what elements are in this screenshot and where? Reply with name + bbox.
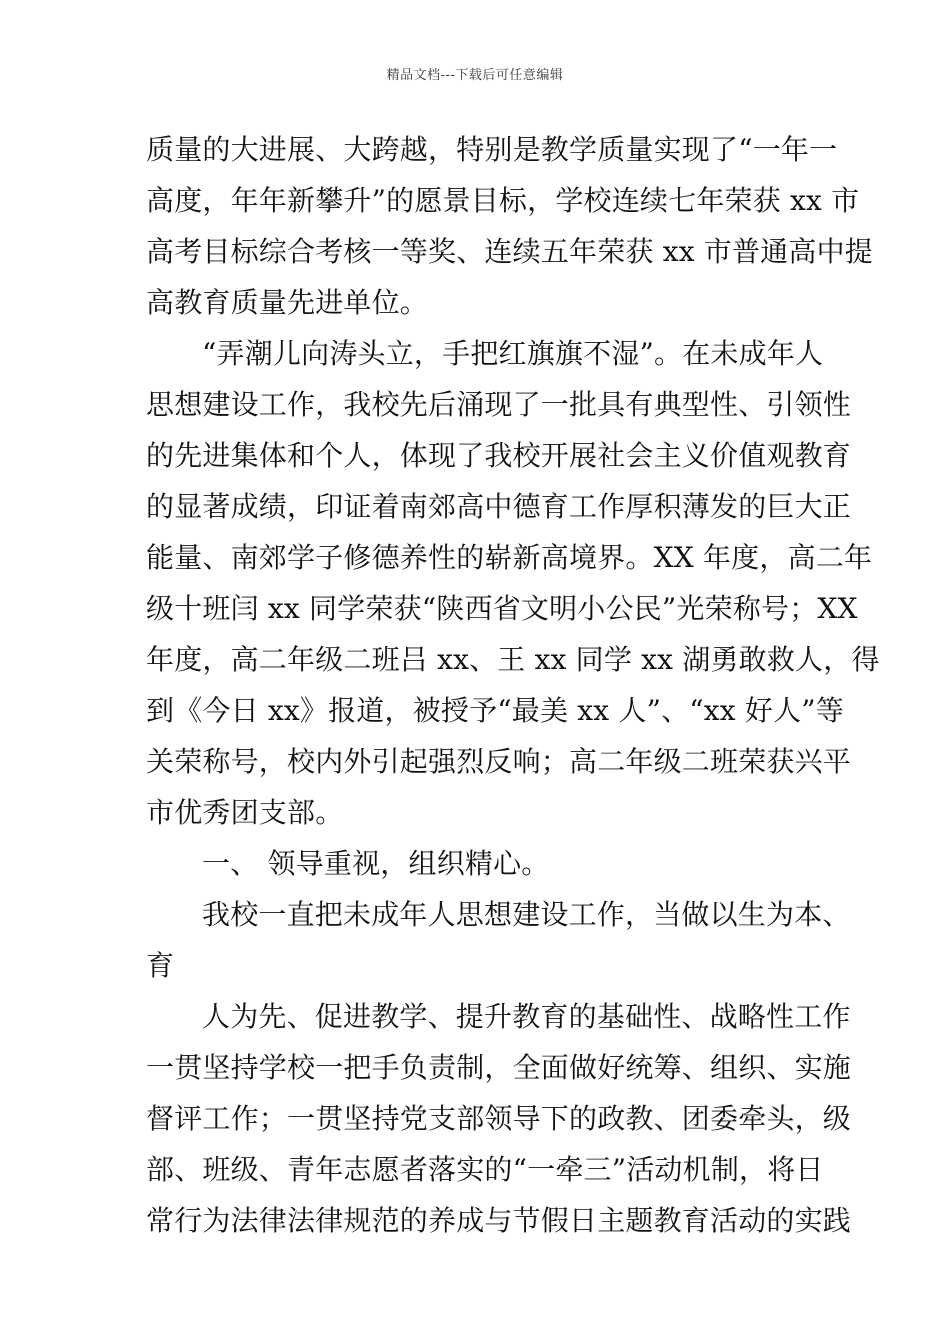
text-line: 常行为法律法律规范的养成与节假日主题教育活动的实践: [146, 1204, 852, 1237]
text-line: 高考目标综合考核一等奖、连续五年荣获 xx 市普通高中提: [146, 235, 873, 268]
text-line: 年度，高二年级二班吕 xx、王 xx 同学 xx 湖勇敢救人，得: [146, 643, 880, 676]
text-line: 能量、南郊学子修德养性的崭新高境界。XX 年度，高二年: [146, 541, 873, 574]
text-line: 督评工作；一贯坚持党支部领导下的政教、团委牵头，级: [146, 1102, 852, 1135]
text-line: 思想建设工作，我校先后涌现了一批具有典型性、引领性: [146, 388, 852, 421]
text-line: 关荣称号，校内外引起强烈反响；高二年级二班荣获兴平: [146, 745, 852, 778]
text-line: 人为先、促进教学、提升教育的基础性、战略性工作: [202, 1000, 851, 1033]
text-line: 高度，年年新攀升”的愿景目标，学校连续七年荣获 xx 市: [146, 184, 860, 217]
text-line: “弄潮儿向涛头立，手把红旗旗不湿”。在未成年人: [202, 337, 824, 370]
document-body: [146, 124, 880, 1246]
text-line: 育: [146, 949, 175, 982]
text-line: 的先进集体和个人，体现了我校开展社会主义价值观教育: [146, 439, 852, 472]
section-heading: 一、 领导重视，组织精心。: [202, 847, 550, 880]
text-line: 部、班级、青年志愿者落实的“一牵三”活动机制，将日: [146, 1153, 824, 1186]
text-line: 高教育质量先进单位。: [146, 286, 429, 319]
text-line: 级十班闫 xx 同学荣获“陕西省文明小公民”光荣称号；XX: [146, 592, 858, 625]
text-line: 我校一直把未成年人思想建设工作，当做以生为本、: [202, 898, 851, 931]
text-line: 市优秀团支部。: [146, 796, 344, 829]
page-header: 精品文档---下载后可任意编辑: [386, 68, 564, 83]
text-line: 到《今日 xx》报道，被授予“最美 xx 人”、“xx 好人”等: [146, 694, 845, 727]
text-line: 一贯坚持学校一把手负责制，全面做好统筹、组织、实施: [146, 1051, 852, 1084]
text-line: 质量的大进展、大跨越，特别是教学质量实现了“一年一: [146, 133, 838, 166]
text-line: 的显著成绩，印证着南郊高中德育工作厚积薄发的巨大正: [146, 490, 852, 523]
